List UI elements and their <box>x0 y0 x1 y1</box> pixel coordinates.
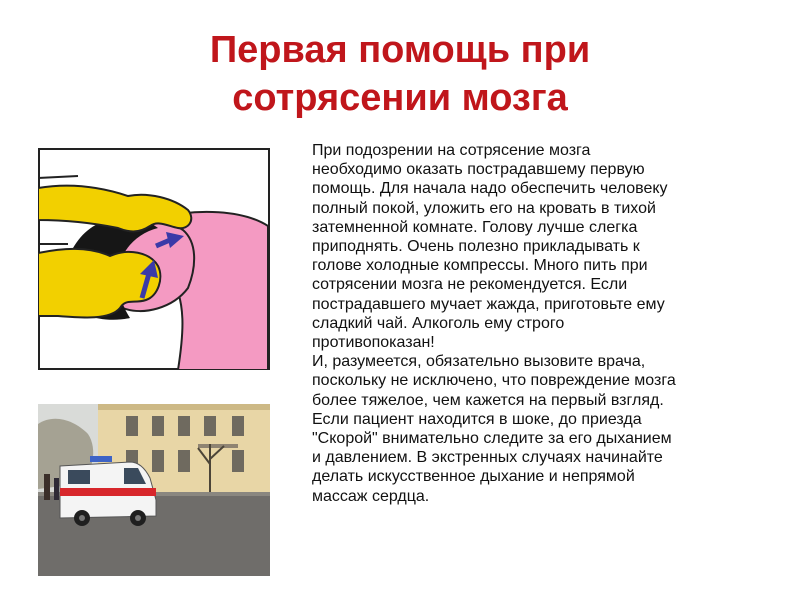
first-aid-illustration <box>38 148 270 370</box>
body-line: При подозрении на сотрясение мозга <box>312 142 591 159</box>
body-line: Если пациент находится в шоке, до приезда <box>312 410 642 428</box>
body-line: сотрясении мозга не рекомендуется. Если <box>312 276 628 294</box>
body-line: сладкий чай. Алкоголь ему строго <box>312 314 565 332</box>
ambulance <box>60 456 156 526</box>
body-text <box>312 141 778 506</box>
ambulance-photo <box>38 404 270 576</box>
body-line: голове холодные компрессы. Много пить при <box>312 257 648 275</box>
body-line: И, разумеется, обязательно вызовите врача, <box>312 353 646 371</box>
body-line: противопоказан! <box>312 334 435 352</box>
body-line: делать искусственное дыхание и непрямой <box>312 468 635 486</box>
body-line: приподнять. Очень полезно прикладывать к <box>312 238 640 256</box>
body-line: необходимо оказать пострадавшему первую <box>312 161 645 179</box>
slide-title <box>100 26 700 122</box>
body-line: и давлением. В экстренных случаях начинайте <box>312 449 663 467</box>
body-line: более тяжелое, чем кажется на первый взгляд. <box>312 391 664 409</box>
body-line: "Скорой" внимательно следите за его дыханием <box>312 430 672 448</box>
title-line-2: сотрясении мозга <box>232 77 568 119</box>
body-line: поскольку не исключено, что повреждение мозга <box>312 372 676 390</box>
body-line: затемненной комнате. Голову лучше слегка <box>312 218 638 236</box>
body-line: пострадавшего мучает жажда, приготовьте ему <box>312 295 665 313</box>
body-line: помощь. Для начала надо обеспечить человеку <box>312 180 668 198</box>
body-line: полный покой, уложить его на кровать в тихой <box>312 199 656 217</box>
title-line-1: Первая помощь при <box>209 29 591 71</box>
body-line: массаж сердца. <box>312 487 430 505</box>
ambulance-number: 03 <box>140 488 151 498</box>
